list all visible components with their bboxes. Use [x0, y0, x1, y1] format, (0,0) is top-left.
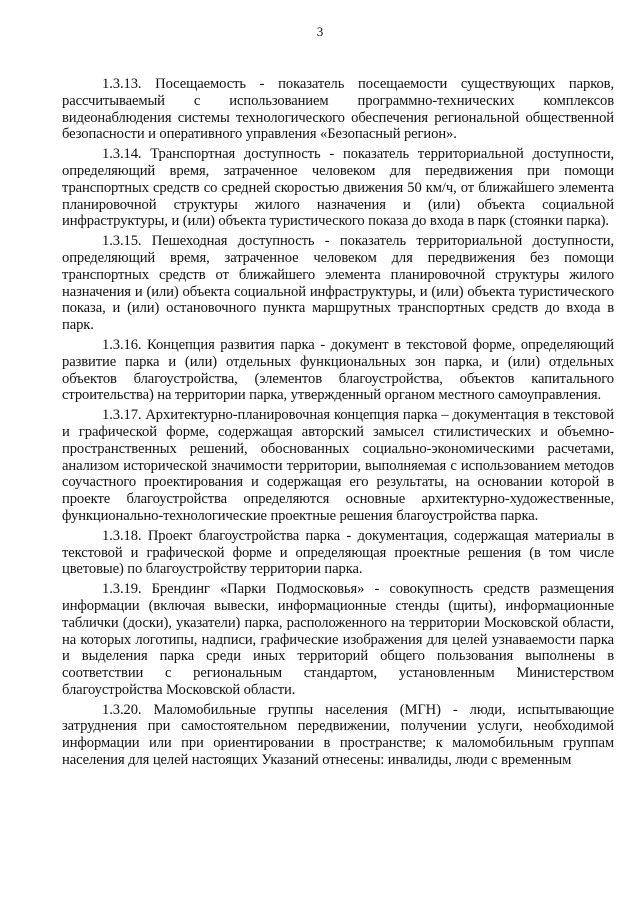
clause-1-3-19: 1.3.19. Брендинг «Парки Подмосковья» - совокупность средств размещения информации (включая вывески, информационные стенды (щиты), информационные таблички (доски), указатели) парка, расположенного на территории Московской области, на которых логотипы, надписи, графические изображения для целей узнаваемости парка и выделения парка среди иных территорий общего пользования выполнены в соответствии с региональным стандартом, установленным Министерством благоустройства Московской области.: [62, 581, 614, 698]
clause-1-3-18: 1.3.18. Проект благоустройства парка - документация, содержащая материалы в текстовой и графической форме и определяющая проектные решения (в том числе цветовые) по благоустройству территории парка.: [62, 527, 614, 578]
clause-1-3-13: 1.3.13. Посещаемость - показатель посещаемости существующих парков, рассчитываемый с использованием программно-технических комплексов видеонаблюдения системы технологического обеспечения региональной общественной безопасности и оперативного управления «Безопасный регион».: [62, 76, 614, 143]
clause-1-3-17: 1.3.17. Архитектурно-планировочная концепция парка – документация в текстовой и графической форме, содержащая авторский замысел стилистических и объемно-пространственных решений, обоснованных социально-экономическими расчетами, анализом исторической значимости территории, выполняемая с использованием методов соучастного проектирования и содержащая его результаты, на основании которой в проекте благоустройства определяются основные архитектурно-художественные, функционально-технологические проектные решения благоустройства парка.: [62, 407, 614, 524]
document-body: [62, 76, 614, 772]
clause-1-3-14: 1.3.14. Транспортная доступность - показатель территориальной доступности, определяющий время, затраченное человеком для передвижения при помощи транспортных средств со средней скоростью движения 50 км/ч, от ближайшего элемента планировочной структуры жилого назначения и (или) объекта социальной инфраструктуры, и (или) объекта туристического показа до входа в парк (стоянки парка).: [62, 146, 614, 230]
page-number: 3: [316, 24, 324, 39]
clause-1-3-15: 1.3.15. Пешеходная доступность - показатель территориальной доступности, определяющий время, затраченное человеком для передвижения без помощи транспортных средств от ближайшего элемента планировочной структуры жилого назначения и (или) объекта социальной инфраструктуры, и (или) объекта туристического показа, и (или) остановочного пункта маршрутных транспортных средств до входа в парк.: [62, 233, 614, 334]
clause-1-3-16: 1.3.16. Концепция развития парка - документ в текстовой форме, определяющий развитие парка и (или) отдельных функциональных зон парка, и (или) отдельных объектов благоустройства, (элементов благоустройства, объектов капитального строительства) на территории парка, утвержденный органом местного самоуправления.: [62, 336, 614, 404]
clause-1-3-20: 1.3.20. Маломобильные группы населения (МГН) - люди, испытывающие затруднения при самостоятельном передвижении, получении услуги, необходимой информации или при ориентировании в пространстве; к маломобильным группам населения для целей настоящих Указаний отнесены: инвалиды, люди с временным: [62, 701, 614, 769]
